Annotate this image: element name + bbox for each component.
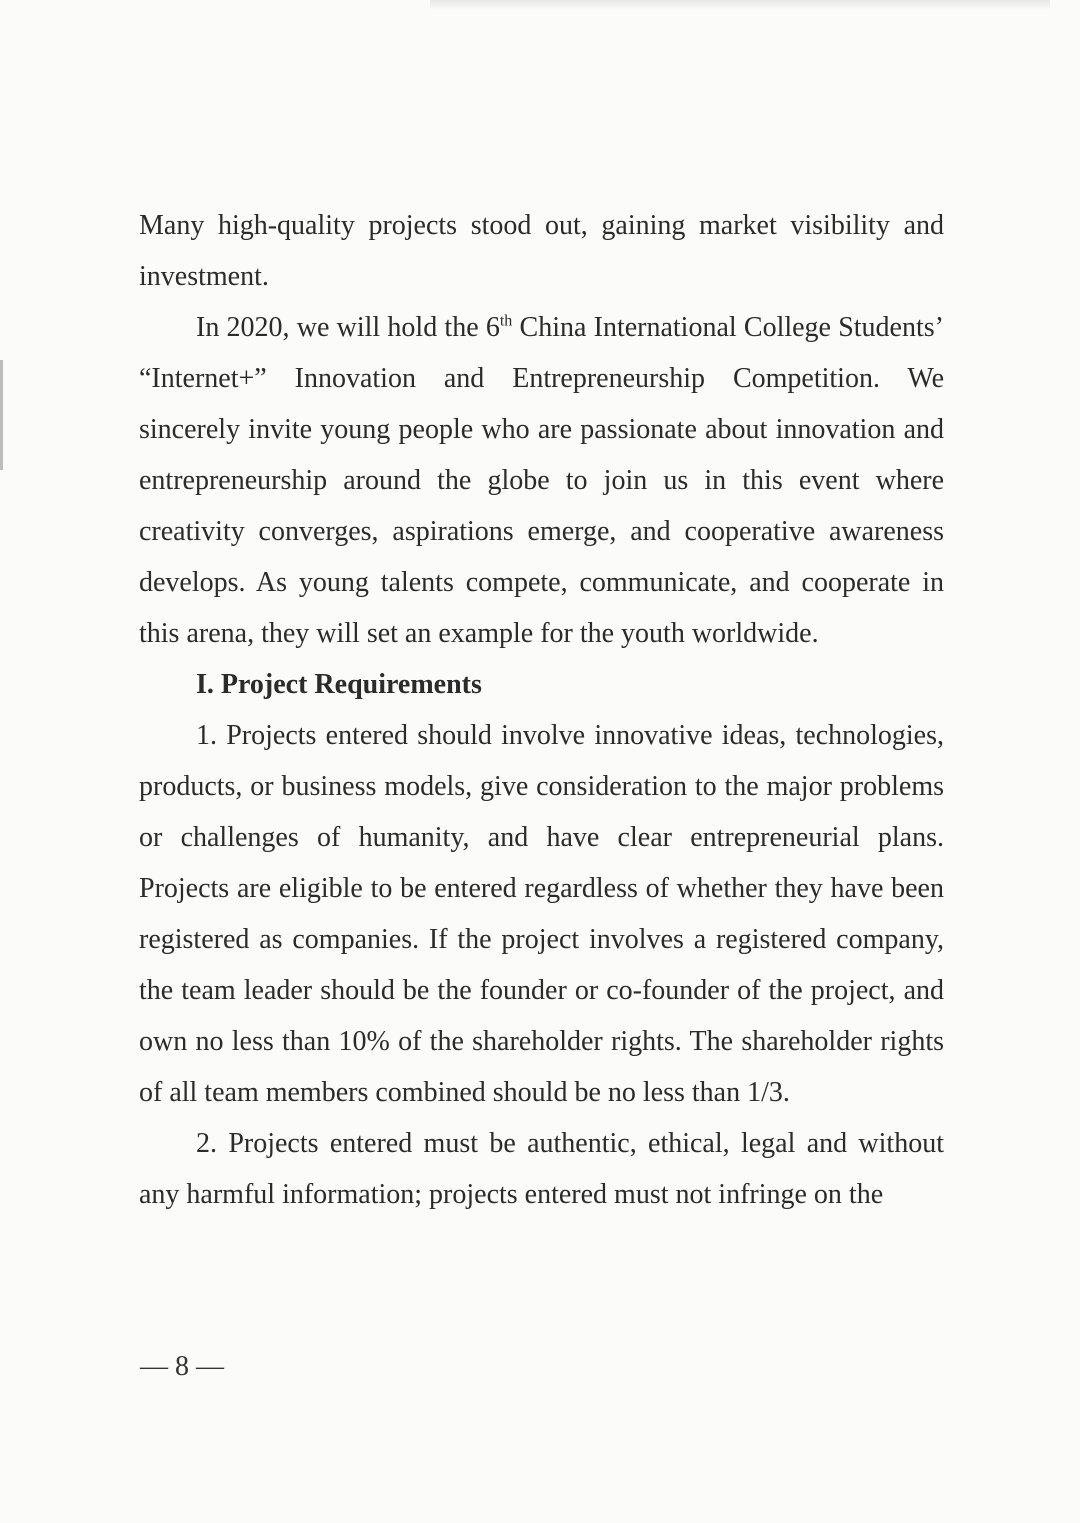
requirement-1: 1. Projects entered should involve innovative ideas, technologies, products, or business models, give consideration to the major problems or challenges of humanity, and have clear entrepreneurial plans. Projects are eligible to be entered regardless of whether they have been registered as companies. If the project involves a registered company, the team leader should be the founder or co-founder of the project, and own no less than 10% of the shareholder rights. The shareholder rights of all team members combined should be no less than 1/3.: [139, 720, 944, 1108]
scan-edge-mark: [0, 360, 3, 470]
section-heading: I. Project Requirements: [196, 669, 482, 700]
page-number: — 8 —: [140, 1351, 224, 1382]
ordinal-suffix: th: [499, 312, 513, 330]
continued-paragraph: Many high-quality projects stood out, gaining market visibility and investment.: [139, 210, 944, 292]
scan-shadow: [430, 0, 1050, 10]
intro-text-rest: China International College Students’ “Internet+” Innovation and Entrepreneurship Competition. We sincerely invite young people who are passionate about innovation and entrepreneurship around the globe to join us in this event where creativity converges, aspirations emerge, and cooperative awareness develops. As young talents compete, communicate, and cooperate in this arena, they will set an example for the youth worldwide.: [139, 312, 944, 649]
document-body: [139, 200, 944, 1220]
intro-text-start: In 2020, we will hold the 6: [196, 312, 500, 343]
intro-paragraph: [139, 302, 944, 659]
requirement-2: 2. Projects entered must be authentic, ethical, legal and without any harmful information; projects entered must not infringe on the: [139, 1128, 944, 1210]
